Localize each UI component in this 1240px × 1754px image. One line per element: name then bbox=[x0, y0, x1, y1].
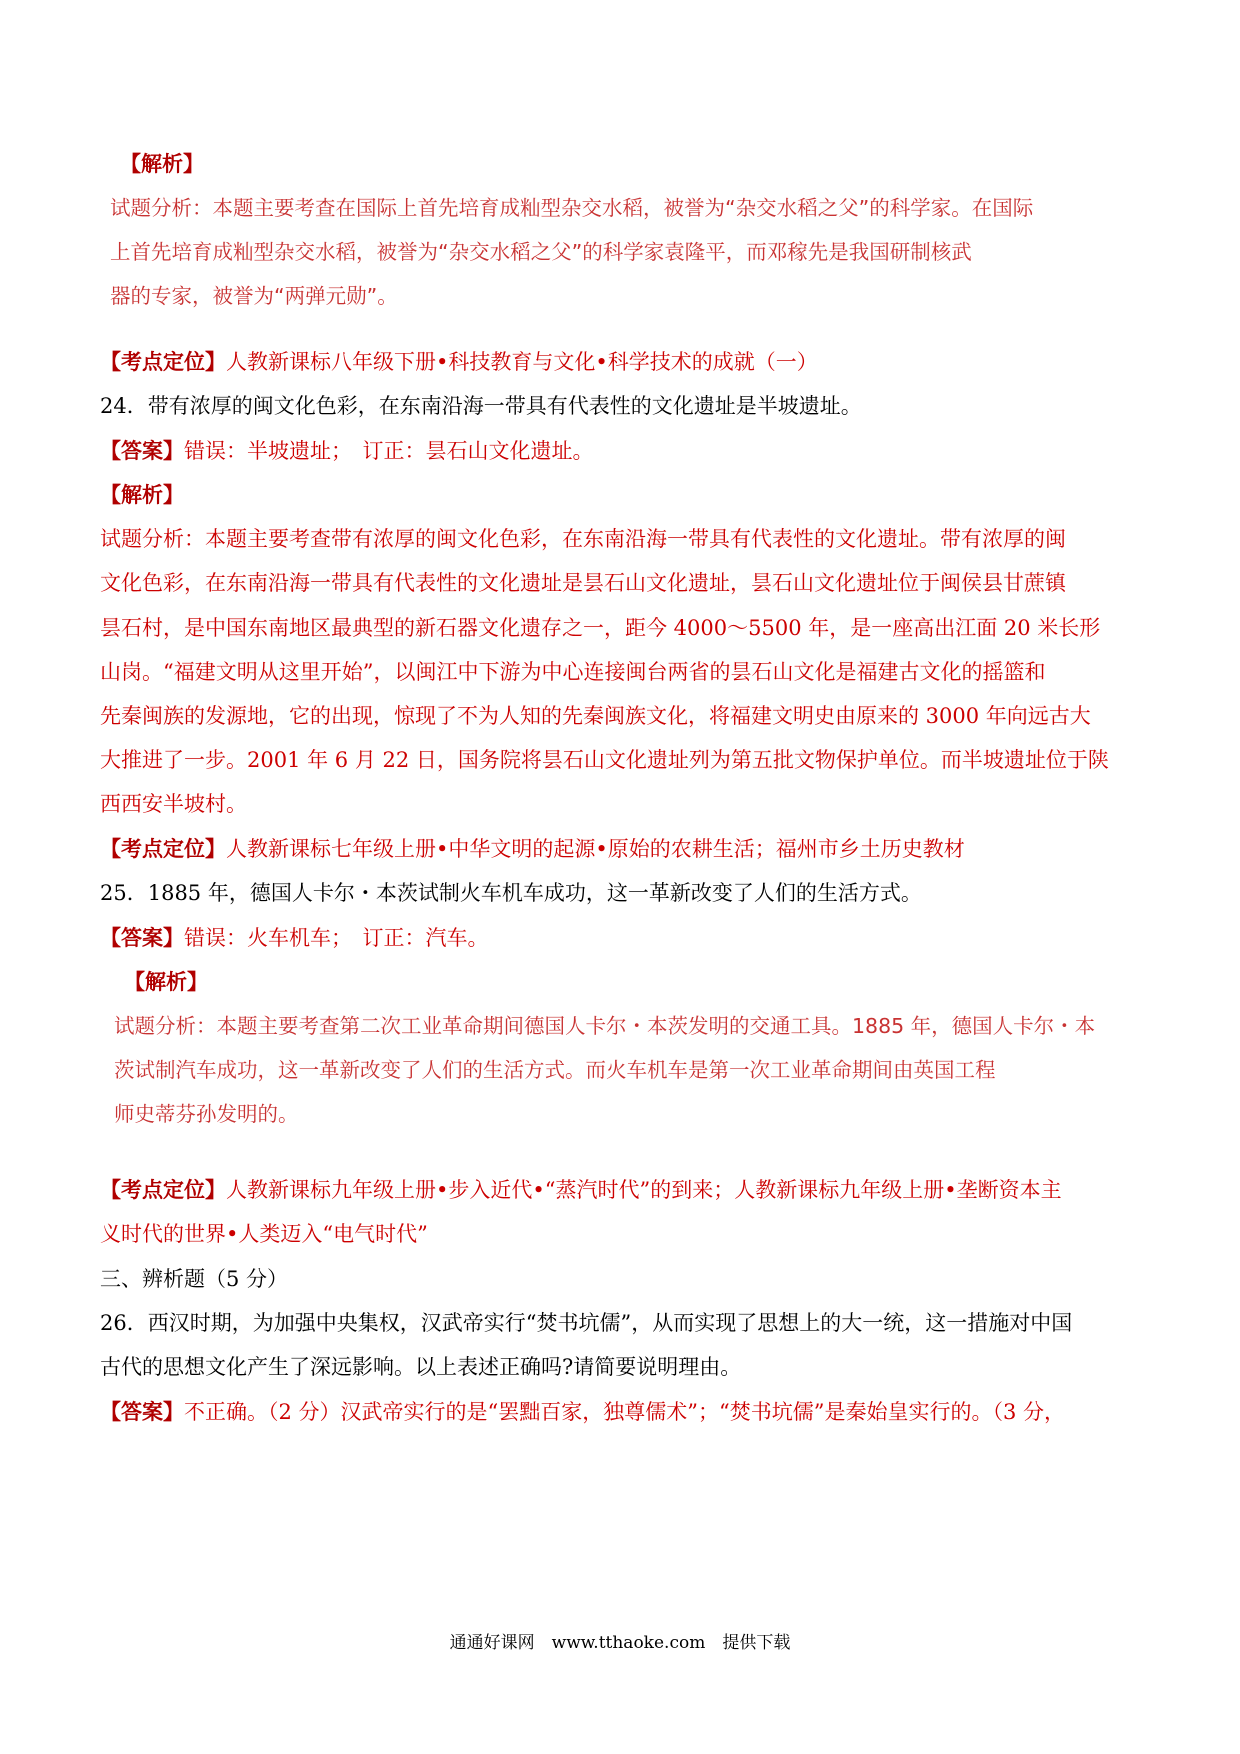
answer-text: 不正确。（2 分）汉武帝实行的是“罢黜百家，独尊儒术”；“焚书坑儒”是秦始皇实行的。（3 分， bbox=[184, 1400, 1066, 1424]
answer-26 bbox=[100, 1397, 1065, 1427]
answer-text: 错误：半坡遗址； 订正：昙石山文化遗址。 bbox=[184, 439, 594, 463]
kaodian-text: 人教新课标八年级下册•科技教育与文化•科学技术的成就（一） bbox=[226, 350, 818, 374]
analysis-tag: 【解析】 bbox=[124, 970, 208, 994]
analysis-line: 昙石村，是中国东南地区最典型的新石器文化遗存之一，距今 4000～5500 年，是一座高出江面 20 米长形 bbox=[100, 616, 1101, 640]
page-footer: 通通好课网 www.tthaoke.com 提供下载 bbox=[449, 1633, 791, 1653]
analysis-line: 试题分析：本题主要考查带有浓厚的闽文化色彩，在东南沿海一带具有代表性的文化遗址。带有浓厚的闽 bbox=[100, 527, 1066, 551]
answer-tag: 【答案】 bbox=[100, 438, 184, 463]
analysis-line: 器的专家，被誉为“两弹元勋”。 bbox=[110, 284, 398, 308]
answer-tag: 【答案】 bbox=[100, 925, 184, 950]
analysis-line: 大推进了一步。2001 年 6 月 22 日，国务院将昙石山文化遗址列为第五批文物保护单位。而半坡遗址位于陕 bbox=[100, 748, 1109, 772]
answer-24 bbox=[100, 436, 594, 466]
kaodian-line bbox=[100, 347, 818, 377]
answer-tag: 【答案】 bbox=[100, 1399, 184, 1424]
kaodian-text: 义时代的世界•人类迈入“电气时代” bbox=[100, 1222, 428, 1246]
analysis-line: 山岗。“福建文明从这里开始”，以闽江中下游为中心连接闽台两省的昙石山文化是福建古文化的摇篮和 bbox=[100, 660, 1046, 684]
analysis-line: 先秦闽族的发源地，它的出现，惊现了不为人知的先秦闽族文化，将福建文明史由原来的 3000 年向远古大 bbox=[100, 704, 1091, 728]
analysis-line: 试题分析：本题主要考查在国际上首先培育成籼型杂交水稻，被誉为“杂交水稻之父”的科学家。在国际 bbox=[110, 196, 1034, 220]
kaodian-tag: 【考点定位】 bbox=[100, 1177, 226, 1202]
analysis-line: 文化色彩，在东南沿海一带具有代表性的文化遗址是昙石山文化遗址，昙石山文化遗址位于闽侯县甘蔗镇 bbox=[100, 571, 1066, 595]
analysis-line: 茨试制汽车成功，这一革新改变了人们的生活方式。而火车机车是第一次工业革命期间由英国工程 bbox=[114, 1058, 996, 1082]
question-24: 24．带有浓厚的闽文化色彩，在东南沿海一带具有代表性的文化遗址是半坡遗址。 bbox=[100, 394, 862, 418]
kaodian-tag: 【考点定位】 bbox=[100, 349, 226, 374]
analysis-line: 西西安半坡村。 bbox=[100, 792, 247, 816]
analysis-line: 试题分析：本题主要考查第二次工业革命期间德国人卡尔・本茨发明的交通工具。1885 年，德国人卡尔・本 bbox=[114, 1014, 1096, 1038]
answer-text: 错误：火车机车； 订正：汽车。 bbox=[184, 926, 489, 950]
section-heading: 三、辨析题（5 分） bbox=[100, 1267, 289, 1291]
question-26: 古代的思想文化产生了深远影响。以上表述正确吗?请简要说明理由。 bbox=[100, 1355, 742, 1379]
analysis-line: 上首先培育成籼型杂交水稻，被誉为“杂交水稻之父”的科学家袁隆平，而邓稼先是我国研制核武 bbox=[110, 240, 972, 264]
kaodian-text: 人教新课标九年级上册•步入近代•“蒸汽时代”的到来；人教新课标九年级上册•垄断资本主 bbox=[226, 1178, 1062, 1202]
kaodian-tag: 【考点定位】 bbox=[100, 836, 226, 861]
question-25: 25．1885 年，德国人卡尔・本茨试制火车机车成功，这一革新改变了人们的生活方式。 bbox=[100, 881, 922, 905]
analysis-line: 师史蒂芬孙发明的。 bbox=[114, 1102, 299, 1126]
kaodian-text: 人教新课标七年级上册•中华文明的起源•原始的农耕生活；福州市乡土历史教材 bbox=[226, 837, 965, 861]
question-26: 26．西汉时期，为加强中央集权，汉武帝实行“焚书坑儒”，从而实现了思想上的大一统，这一措施对中国 bbox=[100, 1311, 1073, 1335]
analysis-tag: 【解析】 bbox=[120, 152, 204, 176]
kaodian-line bbox=[100, 834, 965, 864]
kaodian-line bbox=[100, 1175, 1062, 1205]
answer-25 bbox=[100, 923, 489, 953]
analysis-tag: 【解析】 bbox=[100, 482, 184, 507]
